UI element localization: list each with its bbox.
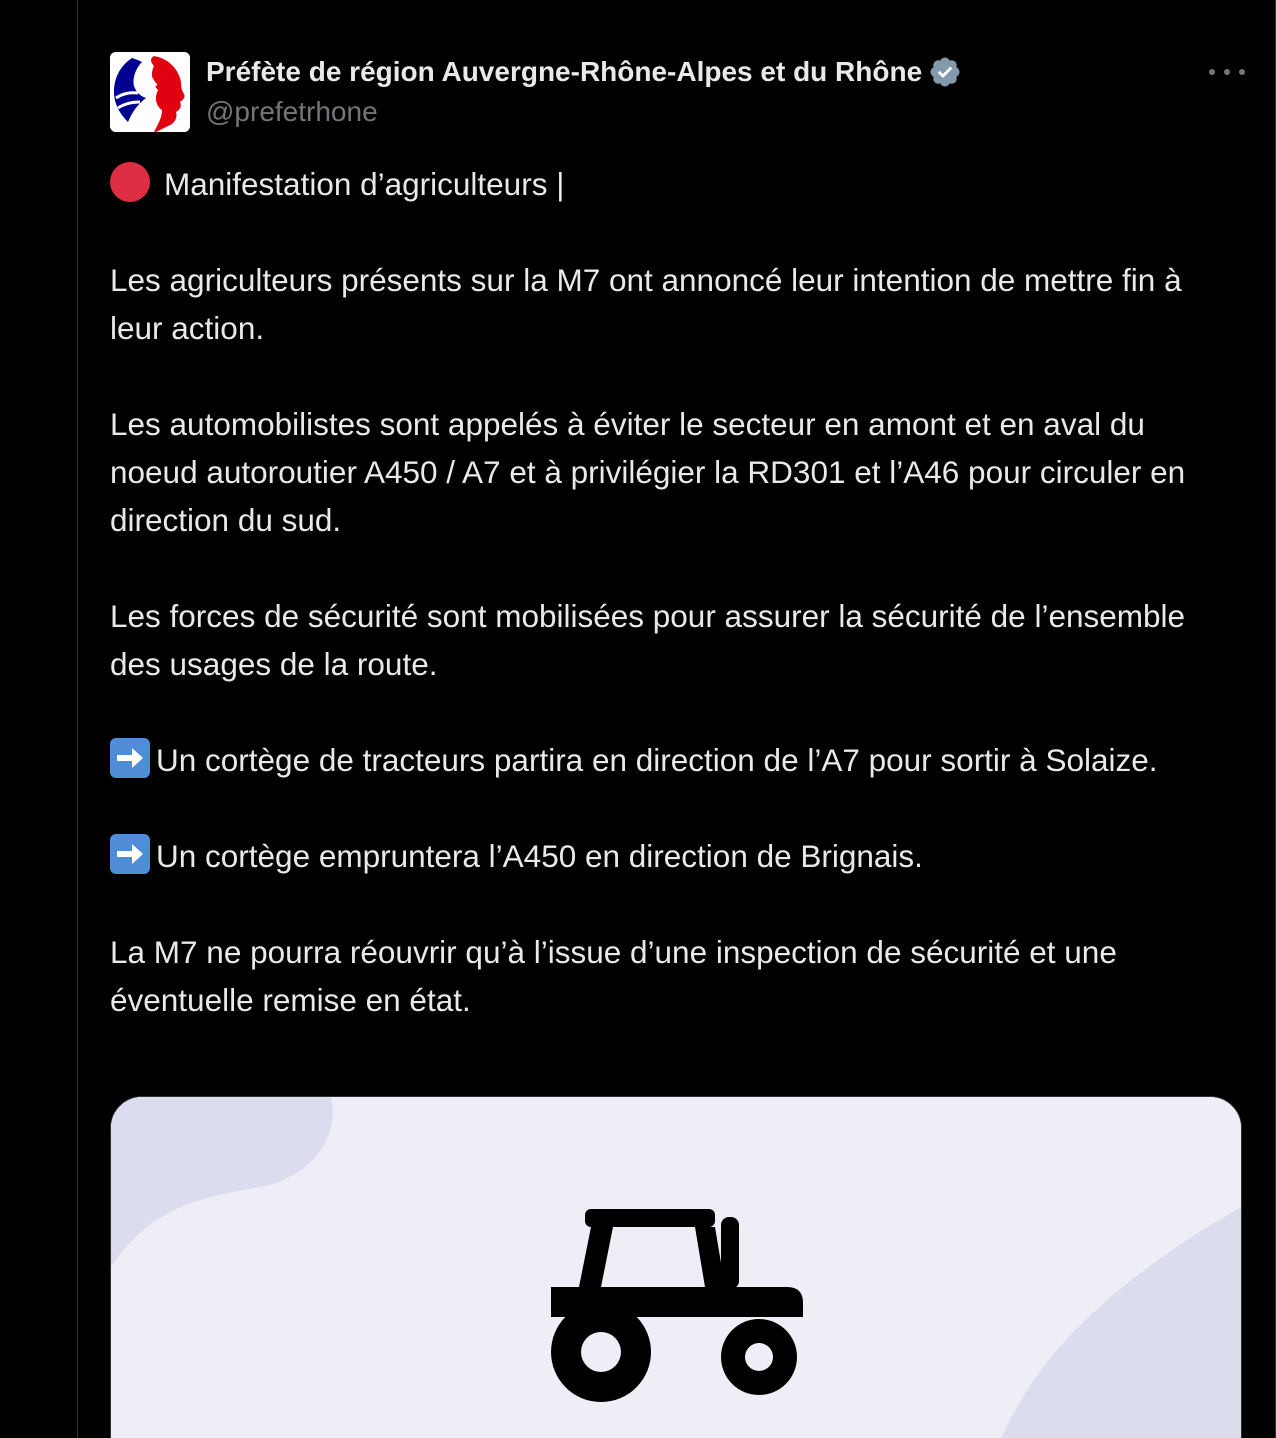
- display-name-row: [206, 52, 962, 92]
- more-horizontal-icon[interactable]: [1209, 60, 1245, 84]
- timeline-column: [77, 0, 1276, 1438]
- red-circle-icon: [110, 162, 150, 202]
- more-dot: [1209, 69, 1215, 75]
- tweet-media-image[interactable]: [110, 1096, 1242, 1438]
- marianne-logo-icon: [110, 52, 190, 132]
- tweet-paragraph: [110, 592, 1235, 688]
- tweet-paragraph: [110, 736, 1235, 784]
- media-illustration: [111, 1097, 1241, 1438]
- tweet-paragraph-text: Un cortège de tracteurs partira en direction de l’A7 pour sortir à Solaize.: [156, 742, 1158, 778]
- tweet-paragraph-text: Les agriculteurs présents sur la M7 ont annoncé leur intention de mettre fin à leur action.: [110, 262, 1182, 346]
- tweet-paragraph: [110, 832, 1235, 880]
- tweet-paragraph-text: Les automobilistes sont appelés à éviter le secteur en amont et en aval du noeud autoroutier A450 / A7 et à privilégier la RD301 et l’A46 pour circuler en direction du sud.: [110, 406, 1186, 538]
- tweet-text: [110, 160, 1235, 1024]
- tweet-author[interactable]: [206, 52, 962, 132]
- tweet-paragraph-text: Un cortège empruntera l’A450 en direction de Brignais.: [156, 838, 923, 874]
- avatar[interactable]: [110, 52, 190, 132]
- more-dot: [1239, 69, 1245, 75]
- right-arrow-icon: [110, 738, 150, 778]
- tweet-paragraph: [110, 160, 1235, 208]
- tweet-paragraph: [110, 256, 1235, 352]
- more-dot: [1224, 69, 1230, 75]
- verified-badge-icon[interactable]: [928, 55, 962, 89]
- tweet-paragraph-text: La M7 ne pourra réouvrir qu’à l’issue d’une inspection de sécurité et une éventuelle remise en état.: [110, 934, 1117, 1018]
- tweet-paragraph: [110, 928, 1235, 1024]
- display-name[interactable]: Préfète de région Auvergne-Rhône-Alpes et du Rhône: [206, 56, 923, 87]
- tweet[interactable]: [78, 0, 1275, 1438]
- user-handle[interactable]: @prefetrhone: [206, 96, 378, 127]
- tweet-paragraph-text: Manifestation d’agriculteurs |: [164, 166, 565, 202]
- right-arrow-icon: [110, 834, 150, 874]
- tweet-paragraph: [110, 400, 1235, 544]
- tweet-paragraph-text: Les forces de sécurité sont mobilisées pour assurer la sécurité de l’ensemble des usages de la route.: [110, 598, 1186, 682]
